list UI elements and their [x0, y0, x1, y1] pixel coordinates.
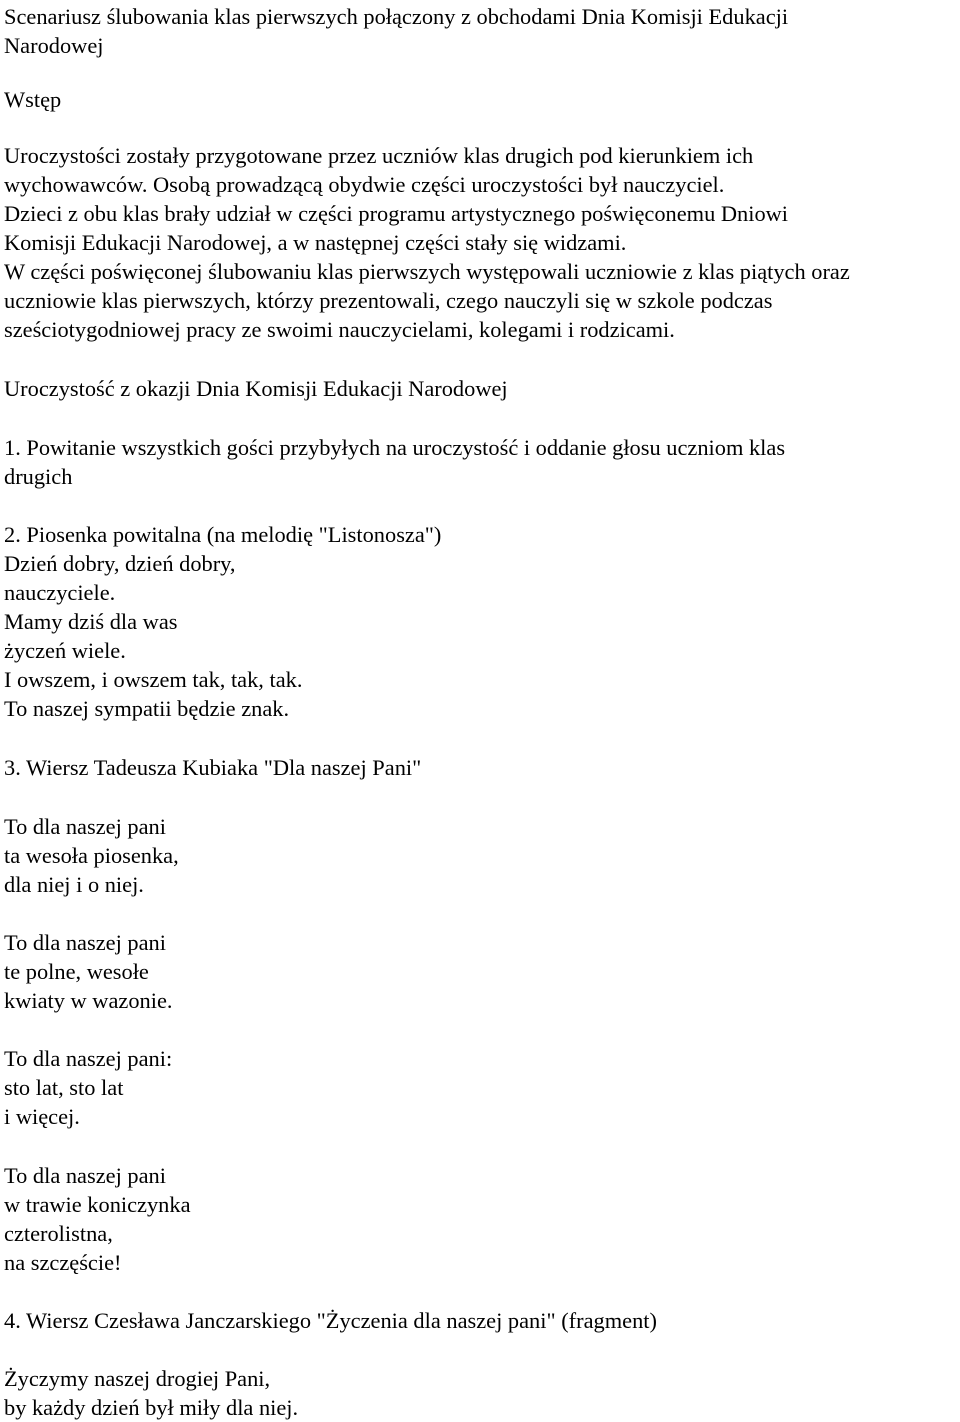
- item2-heading: 2. Piosenka powitalna (na melodię "Listonosza"): [4, 522, 442, 547]
- item3-stanza2-line-2: te polne, wesołe: [4, 959, 149, 984]
- title-line-2: Narodowej: [4, 33, 104, 58]
- item4-line-2: by każdy dzień był miły dla niej.: [4, 1395, 299, 1420]
- item2-line-4: Mamy dziś dla was: [4, 609, 178, 634]
- item3-stanza1-line-3: dla niej i o niej.: [4, 872, 144, 897]
- intro-line-7: sześciotygodniowej pracy ze swoimi nauczycielami, kolegami i rodzicami.: [4, 317, 675, 342]
- item3-stanza3-line-3: i więcej.: [4, 1104, 80, 1129]
- item3-stanza4-line-3: czterolistna,: [4, 1221, 113, 1246]
- item3-stanza3-line-2: sto lat, sto lat: [4, 1075, 124, 1100]
- item2-line-2: Dzień dobry, dzień dobry,: [4, 551, 236, 576]
- intro-line-1: Uroczystości zostały przygotowane przez uczniów klas drugich pod kierunkiem ich: [4, 143, 754, 168]
- item3-stanza2-line-3: kwiaty w wazonie.: [4, 988, 173, 1013]
- intro-heading: Wstęp: [4, 87, 62, 112]
- item2-line-3: nauczyciele.: [4, 580, 116, 605]
- item3-stanza4-line-4: na szczęście!: [4, 1250, 122, 1275]
- item3-stanza3-line-1: To dla naszej pani:: [4, 1046, 173, 1071]
- item3-stanza2-line-1: To dla naszej pani: [4, 930, 166, 955]
- item3-heading: 3. Wiersz Tadeusza Kubiaka "Dla naszej Pani": [4, 755, 422, 780]
- item3-stanza4-line-1: To dla naszej pani: [4, 1163, 166, 1188]
- item2-line-5: życzeń wiele.: [4, 638, 126, 663]
- intro-line-3: Dzieci z obu klas brały udział w części programu artystycznego poświęconemu Dniowi: [4, 201, 789, 226]
- item2-line-6: I owszem, i owszem tak, tak, tak.: [4, 667, 303, 692]
- item1-line-2: drugich: [4, 464, 73, 489]
- item3-stanza1-line-2: ta wesoła piosenka,: [4, 843, 179, 868]
- intro-line-6: uczniowie klas pierwszych, którzy prezentowali, czego nauczyli się w szkole podczas: [4, 288, 773, 313]
- item1-line-1: 1. Powitanie wszystkich gości przybyłych na uroczystość i oddanie głosu uczniom klas: [4, 435, 786, 460]
- item3-stanza1-line-1: To dla naszej pani: [4, 814, 166, 839]
- item3-stanza4-line-2: w trawie koniczynka: [4, 1192, 191, 1217]
- intro-line-4: Komisji Edukacji Narodowej, a w następnej części stały się widzami.: [4, 230, 627, 255]
- title-line-1: Scenariusz ślubowania klas pierwszych połączony z obchodami Dnia Komisji Edukacji: [4, 4, 789, 29]
- intro-line-2: wychowawców. Osobą prowadzącą obydwie części uroczystości był nauczyciel.: [4, 172, 725, 197]
- item4-heading: 4. Wiersz Czesława Janczarskiego "Życzenia dla naszej pani" (fragment): [4, 1308, 657, 1333]
- intro-line-5: W części poświęconej ślubowaniu klas pierwszych występowali uczniowie z klas piątych oraz: [4, 259, 850, 284]
- item2-line-7: To naszej sympatii będzie znak.: [4, 696, 290, 721]
- section-heading: Uroczystość z okazji Dnia Komisji Edukacji Narodowej: [4, 376, 508, 401]
- item4-line-1: Życzymy naszej drogiej Pani,: [4, 1366, 271, 1391]
